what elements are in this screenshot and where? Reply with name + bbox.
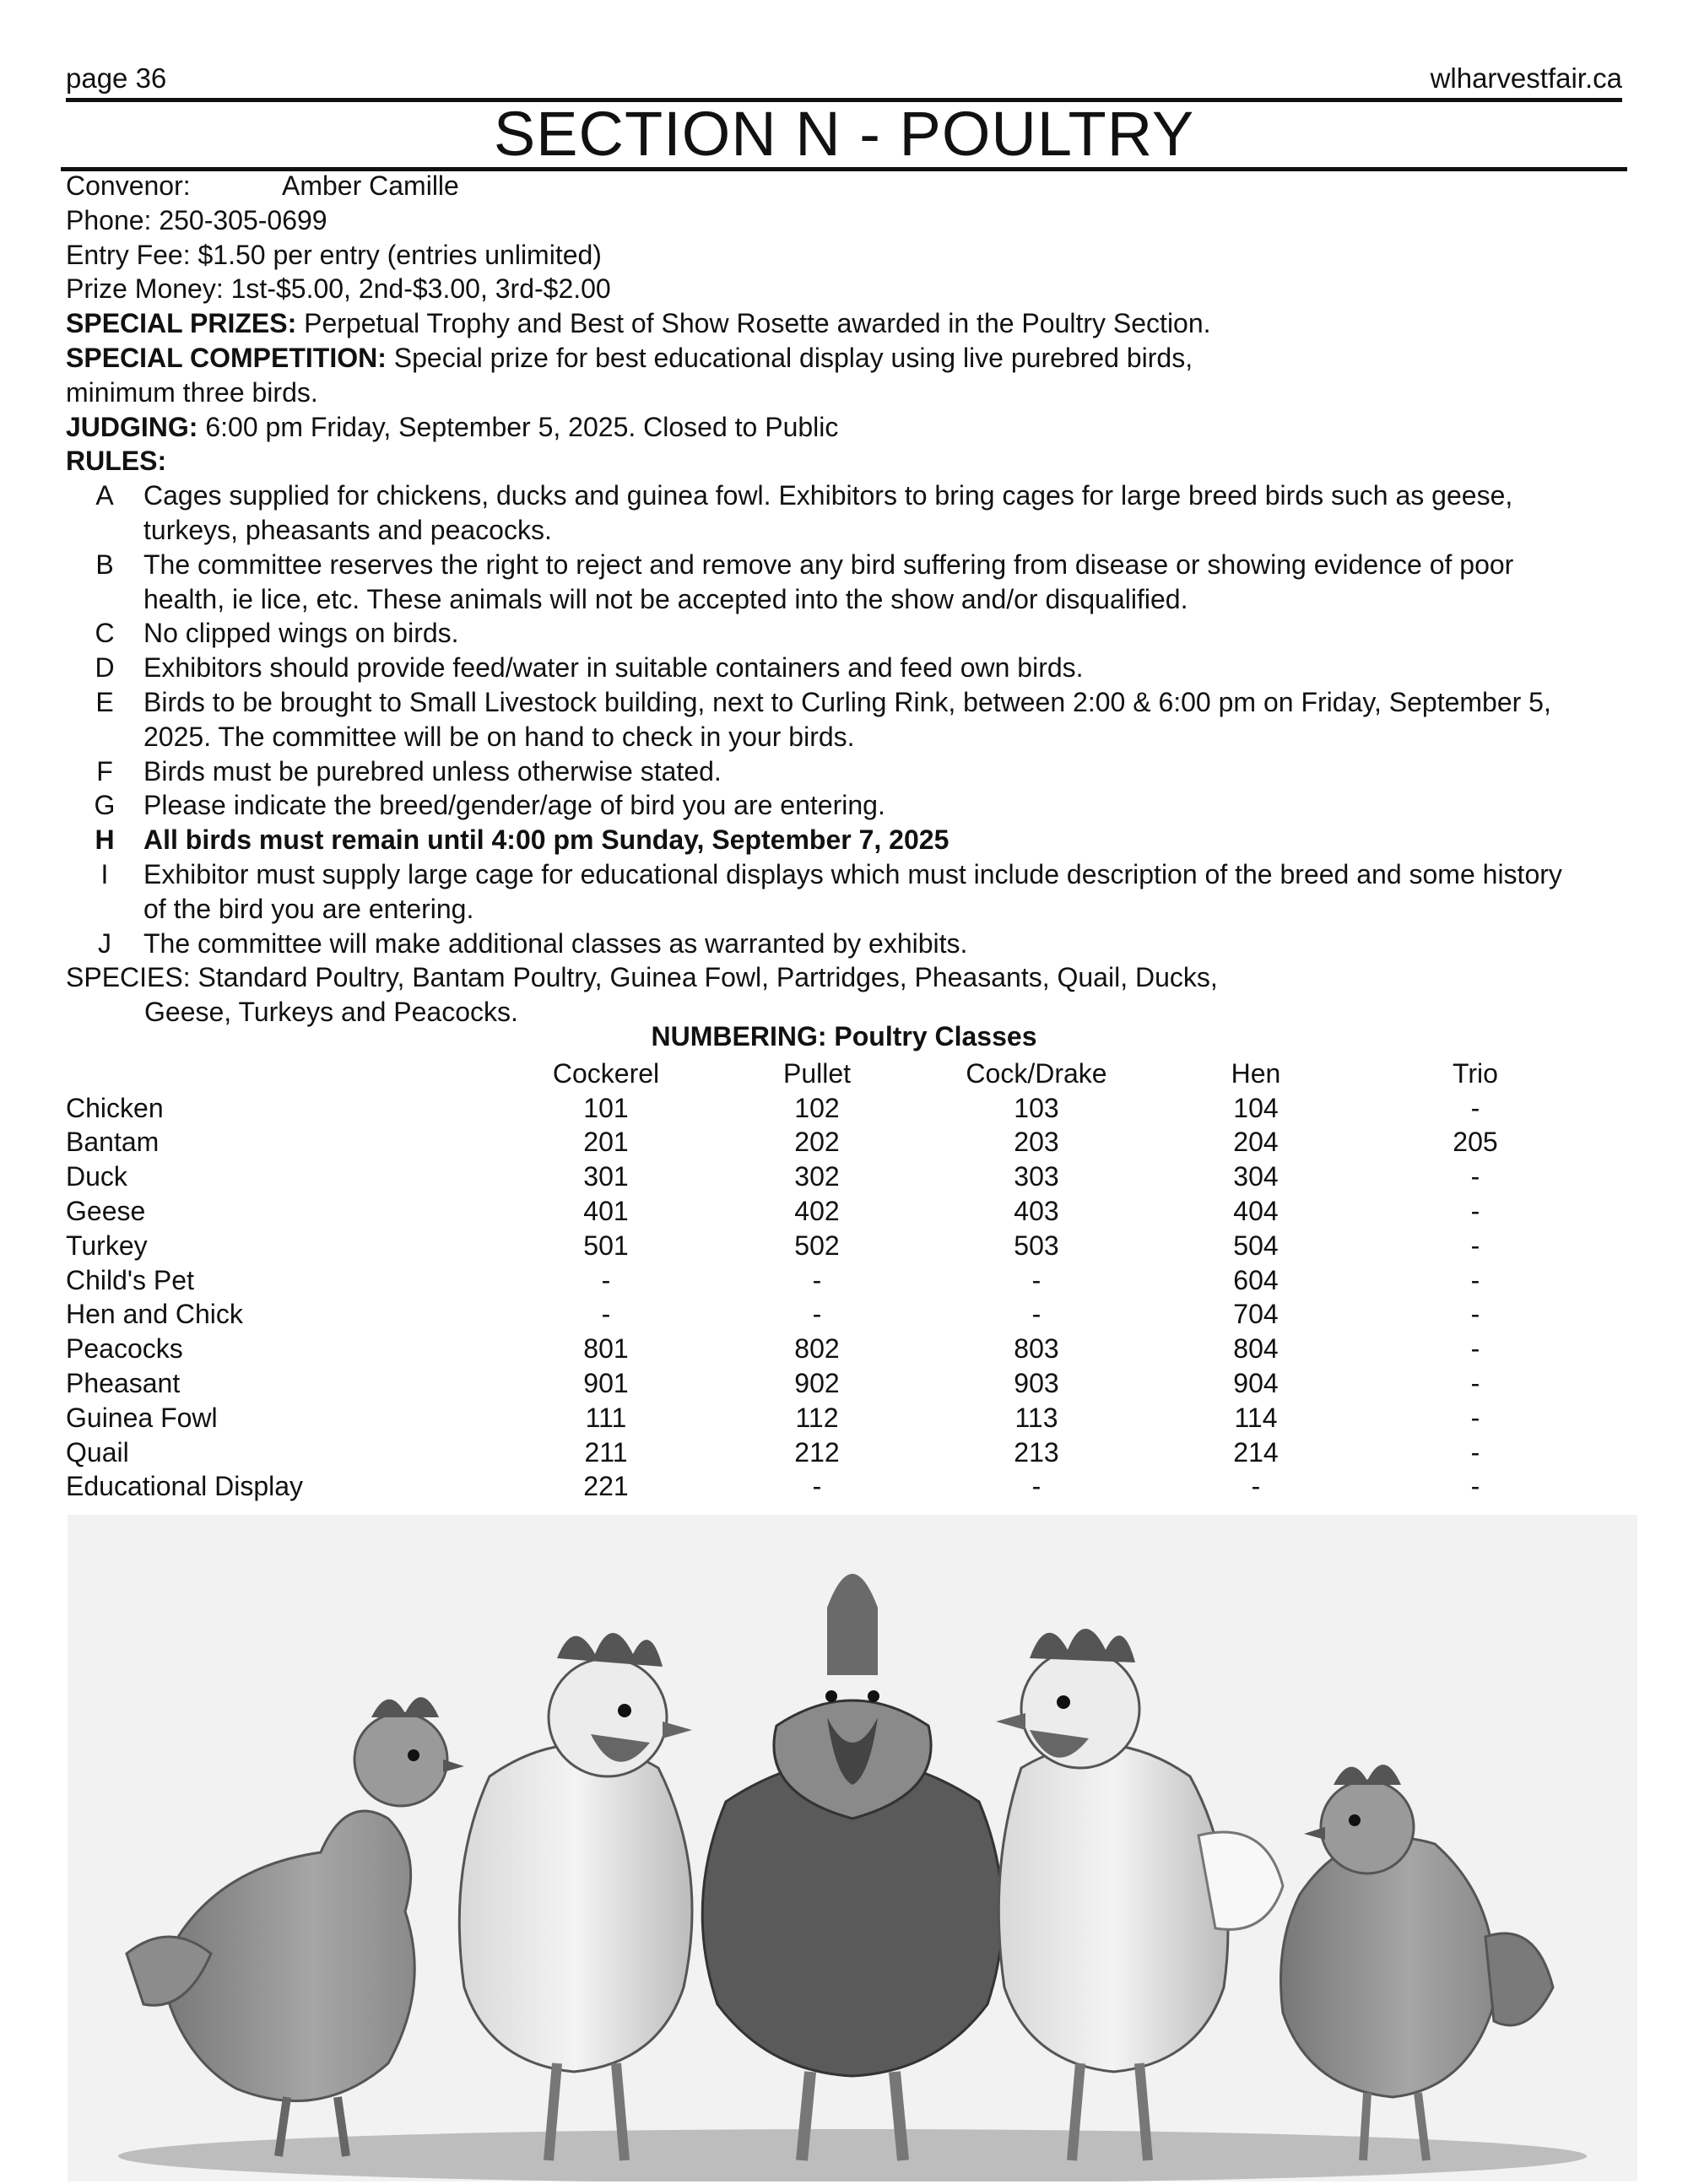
rule-item	[66, 823, 1636, 857]
page-number: page 36	[66, 62, 167, 94]
table-body	[66, 1091, 1653, 1505]
table-row	[66, 1298, 1653, 1333]
class-number-cell: 801	[583, 1333, 629, 1365]
class-number-cell: -	[812, 1264, 822, 1295]
class-number-cell: 301	[583, 1161, 629, 1192]
rule-text: Cages supplied for chickens, ducks and guinea fowl. Exhibitors to bring cages for large breed birds such as geese, turkeys, pheasants and peacocks.	[143, 480, 1513, 545]
rule-item	[66, 651, 1636, 685]
class-number-cell: 202	[794, 1127, 840, 1158]
rule-letter: C	[95, 618, 115, 649]
species-cell: Peacocks	[66, 1333, 183, 1365]
class-number-cell: 502	[794, 1230, 840, 1261]
special-prizes-text: Perpetual Trophy and Best of Show Rosette awarded in the Poultry Section.	[296, 308, 1211, 339]
class-number-cell: -	[1470, 1264, 1480, 1295]
species-cell: Educational Display	[66, 1471, 304, 1502]
class-number-cell: -	[1470, 1161, 1480, 1192]
rule-item	[66, 857, 1636, 927]
species-line: SPECIES: Standard Poultry, Bantam Poultry, Guinea Fowl, Partridges, Pheasants, Quail, Ducks,	[66, 962, 1218, 993]
class-number-cell: 212	[794, 1436, 840, 1468]
table-header-row	[66, 1057, 1653, 1091]
table-row	[66, 1263, 1653, 1298]
class-number-cell: -	[1470, 1299, 1480, 1330]
table-row	[66, 1126, 1653, 1160]
rule-text: Exhibitors should provide feed/water in suitable containers and feed own birds.	[143, 652, 1084, 684]
class-number-cell: 802	[794, 1333, 840, 1365]
website-url: wlharvestfair.ca	[1430, 62, 1622, 94]
class-number-cell: 604	[1233, 1264, 1279, 1295]
table-row	[66, 1194, 1653, 1229]
column-header	[66, 1057, 437, 1091]
column-header-hen: Hen	[1231, 1057, 1281, 1089]
table-row	[66, 1091, 1653, 1126]
class-number-cell: 113	[1014, 1402, 1058, 1433]
special-prizes-line	[66, 306, 1636, 341]
class-number-cell: -	[1470, 1092, 1480, 1123]
class-number-cell: 102	[794, 1092, 840, 1123]
class-number-cell: 902	[794, 1368, 840, 1399]
class-number-cell: 501	[583, 1230, 629, 1261]
class-number-cell: 104	[1233, 1092, 1279, 1123]
rule-item	[66, 685, 1636, 754]
rule-text: The committee will make additional classes as warranted by exhibits.	[143, 927, 968, 959]
species-cell: Geese	[66, 1196, 146, 1227]
phone-line: Phone: 250-305-0699	[66, 204, 327, 235]
rule-item	[66, 927, 1636, 961]
class-number-cell: -	[1470, 1333, 1480, 1365]
page-header	[66, 61, 1622, 102]
special-prizes-label: SPECIAL PRIZES:	[66, 308, 297, 339]
table-row	[66, 1160, 1653, 1194]
judging-text: 6:00 pm Friday, September 5, 2025. Closed to Public	[197, 411, 839, 442]
section-body	[66, 169, 1636, 1030]
convenor-label: Convenor:	[66, 170, 191, 201]
rule-text: Please indicate the breed/gender/age of bird you are entering.	[143, 790, 885, 821]
species-cell: Hen and Chick	[66, 1299, 243, 1330]
rule-item	[66, 754, 1636, 789]
species-line-2: Geese, Turkeys and Peacocks.	[144, 997, 518, 1028]
species-cell: Child's Pet	[66, 1264, 194, 1295]
class-number-cell: -	[812, 1471, 822, 1502]
numbering-title: NUMBERING: Poultry Classes	[651, 1021, 1037, 1051]
class-number-cell: -	[1470, 1436, 1480, 1468]
class-number-cell: -	[1470, 1402, 1480, 1433]
class-number-cell: 803	[1014, 1333, 1059, 1365]
rule-letter: D	[95, 652, 115, 684]
rule-text: The committee reserves the right to reject and remove any bird suffering from disease or showing evidence of poor health, ie lice, etc. These animals will not be accepted into the show and/or disqualified.	[143, 549, 1514, 614]
class-number-cell: 221	[583, 1471, 629, 1502]
species-cell: Quail	[66, 1436, 129, 1468]
class-number-cell: 204	[1233, 1127, 1279, 1158]
class-number-cell: 503	[1014, 1230, 1059, 1261]
judging-label: JUDGING:	[66, 411, 198, 442]
table-row	[66, 1332, 1653, 1366]
table-row	[66, 1366, 1653, 1401]
class-number-cell: 205	[1453, 1127, 1498, 1158]
species-cell: Turkey	[66, 1230, 148, 1261]
class-number-cell: 304	[1233, 1161, 1279, 1192]
class-number-cell: -	[1470, 1368, 1480, 1399]
class-number-cell: 901	[583, 1368, 629, 1399]
class-number-cell: -	[1470, 1471, 1480, 1502]
class-number-cell: 201	[583, 1127, 629, 1158]
convenor-line	[66, 169, 1636, 203]
class-number-cell: 402	[794, 1196, 840, 1227]
column-header-cock-drake: Cock/Drake	[966, 1057, 1107, 1089]
class-number-cell: 904	[1233, 1368, 1279, 1399]
class-number-cell: 111	[585, 1402, 627, 1433]
class-number-cell: -	[1031, 1299, 1041, 1330]
class-number-cell: -	[812, 1299, 822, 1330]
rule-letter: I	[100, 858, 109, 889]
rules-list	[66, 478, 1636, 960]
species-cell: Guinea Fowl	[66, 1402, 218, 1433]
class-number-cell: 203	[1014, 1127, 1059, 1158]
special-competition-line	[66, 341, 1636, 376]
rule-text: Birds to be brought to Small Livestock building, next to Curling Rink, between 2:00 & 6:00 pm on Friday, September 5, 2025. The committee will be on hand to check in your birds.	[143, 686, 1551, 752]
judging-line	[66, 410, 1636, 445]
class-number-cell: 214	[1233, 1436, 1279, 1468]
rule-text: Exhibitor must supply large cage for educational displays which must include description of the breed and some history of the bird you are entering.	[143, 858, 1562, 924]
class-number-cell: 504	[1233, 1230, 1279, 1261]
rule-text: No clipped wings on birds.	[143, 618, 459, 649]
class-number-cell: 903	[1014, 1368, 1059, 1399]
class-number-cell: 404	[1233, 1196, 1279, 1227]
species-cell: Chicken	[66, 1092, 164, 1123]
class-number-cell: 112	[795, 1402, 839, 1433]
rule-item	[66, 788, 1636, 823]
class-number-cell: -	[1251, 1471, 1261, 1502]
class-number-cell: 103	[1014, 1092, 1059, 1123]
table-row	[66, 1435, 1653, 1470]
rule-letter: H	[95, 824, 115, 856]
column-header-cockerel: Cockerel	[552, 1057, 660, 1089]
table-row	[66, 1229, 1653, 1263]
rule-text: Birds must be purebred unless otherwise stated.	[143, 755, 722, 787]
rule-item	[66, 616, 1636, 651]
table-row	[66, 1401, 1653, 1435]
entry-fee-line: Entry Fee: $1.50 per entry (entries unlimited)	[66, 239, 602, 270]
poultry-classes-table	[66, 1057, 1653, 1504]
rule-item	[66, 478, 1636, 548]
rule-letter: A	[95, 480, 114, 511]
class-number-cell: -	[601, 1264, 611, 1295]
class-number-cell: 401	[583, 1196, 629, 1227]
class-number-cell: 213	[1014, 1436, 1059, 1468]
class-number-cell: -	[1031, 1471, 1041, 1502]
class-number-cell: 302	[794, 1161, 840, 1192]
class-number-cell: -	[1470, 1196, 1480, 1227]
rule-text: All birds must remain until 4:00 pm Sunday, September 7, 2025	[143, 824, 950, 856]
class-number-cell: 804	[1233, 1333, 1279, 1365]
class-number-cell: 101	[583, 1092, 629, 1123]
rule-letter: J	[98, 927, 111, 959]
rule-item	[66, 548, 1636, 617]
section-title: SECTION N - POULTRY	[61, 101, 1627, 171]
table-row	[66, 1470, 1653, 1505]
column-header-trio: Trio	[1453, 1057, 1498, 1089]
special-competition-text: Special prize for best educational display using live purebred birds,	[386, 342, 1193, 373]
special-competition-line-2: minimum three birds.	[66, 376, 318, 408]
species-cell: Bantam	[66, 1127, 160, 1158]
class-number-cell: 114	[1234, 1402, 1278, 1433]
rules-label: RULES:	[66, 446, 167, 477]
species-cell: Pheasant	[66, 1368, 181, 1399]
rule-letter: G	[94, 790, 116, 821]
class-number-cell: 303	[1014, 1161, 1059, 1192]
class-number-cell: -	[601, 1299, 611, 1330]
class-number-cell: 403	[1014, 1196, 1059, 1227]
prize-money-line: Prize Money: 1st-$5.00, 2nd-$3.00, 3rd-$2.00	[66, 273, 611, 305]
class-number-cell: 704	[1233, 1299, 1279, 1330]
rule-letter: E	[95, 686, 114, 717]
class-number-cell: -	[1470, 1230, 1480, 1261]
column-header-pullet: Pullet	[782, 1057, 852, 1089]
rule-letter: B	[95, 549, 114, 580]
species-cell: Duck	[66, 1161, 127, 1192]
class-number-cell: 211	[584, 1436, 628, 1468]
rule-letter: F	[96, 755, 113, 787]
class-number-cell: -	[1031, 1264, 1041, 1295]
special-competition-label: SPECIAL COMPETITION:	[66, 342, 387, 373]
convenor-name: Amber Camille	[282, 170, 459, 201]
chickens-illustration	[68, 1515, 1637, 2181]
